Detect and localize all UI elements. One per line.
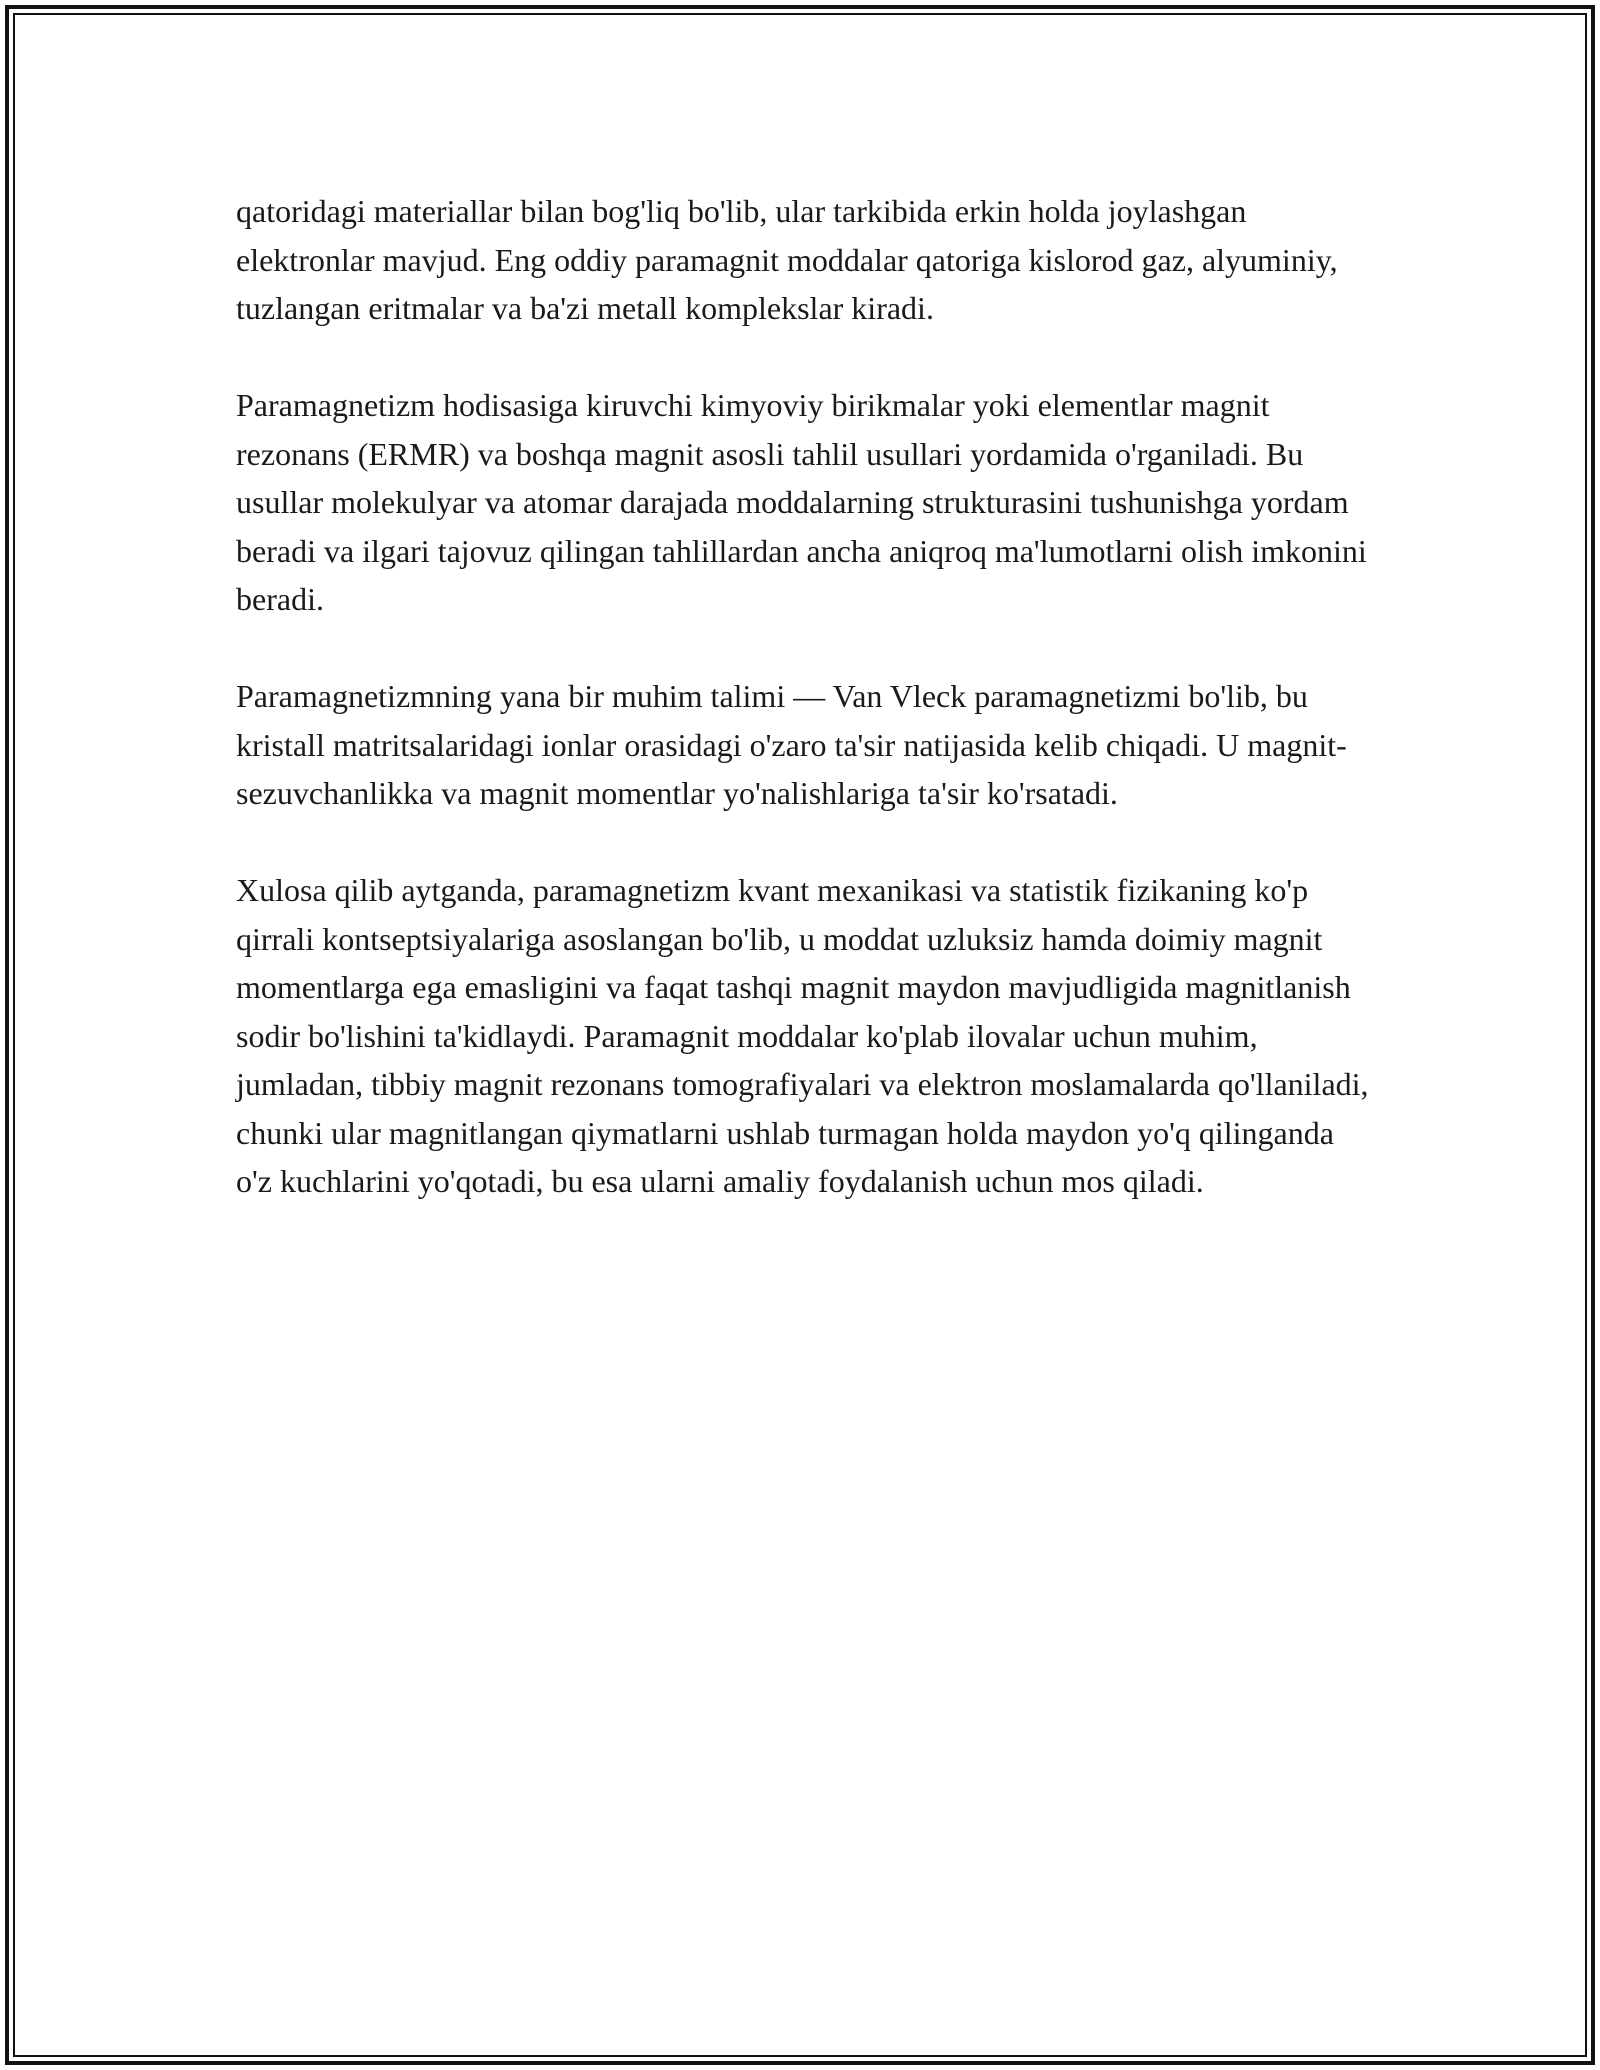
paragraph-van-vleck: Paramagnetizmning yana bir muhim talimi — Van Vleck paramagnetizmi bo'lib, bu kristall matritsalaridagi ionlar orasidagi o'zaro ta'sir natijasida kelib chiqadi. U magnit-sezuvchanlikka va magnit momentlar yo'nalishlariga ta'sir ko'rsatadi. bbox=[236, 678, 1347, 811]
paragraph-analysis-methods: Paramagnetizm hodisasiga kiruvchi kimyoviy birikmalar yoki elementlar magnit rezonans (ERMR) va boshqa magnit asosli tahlil usullari yordamida o'rganiladi. Bu usullar molekulyar va atomar darajada moddalarning strukturasini tushunishga yordam beradi va ilgari tajovuz qilingan tahlillardan ancha aniqroq ma'lumotlarni olish imkonini beradi. bbox=[236, 387, 1367, 617]
paragraph-materials: qatoridagi materiallar bilan bog'liq bo'lib, ular tarkibida erkin holda joylashgan elektronlar mavjud. Eng oddiy paramagnit moddalar qatoriga kislorod gaz, alyuminiy, tuzlangan eritmalar va ba'zi metall komplekslar kiradi. bbox=[236, 193, 1338, 326]
paragraph-conclusion: Xulosa qilib aytganda, paramagnetizm kvant mexanikasi va statistik fizikaning ko'p qirrali kontseptsiyalariga asoslangan bo'lib, u moddat uzluksiz hamda doimiy magnit momentlarga ega emasligini va faqat tashqi magnit maydon mavjudligida magnitlanish sodir bo'lishini ta'kidlaydi. Paramagnit moddalar ko'plab ilovalar uchun muhim, jumladan, tibbiy magnit rezonans tomografiyalari va elektron moslamalarda qo'llaniladi, chunki ular magnitlangan qiymatlarni ushlab turmagan holda maydon yo'q qilinganda o'z kuchlarini yo'qotadi, bu esa ularni amaliy foydalanish uchun mos qiladi. bbox=[236, 872, 1369, 1199]
document-body bbox=[236, 187, 1376, 1254]
